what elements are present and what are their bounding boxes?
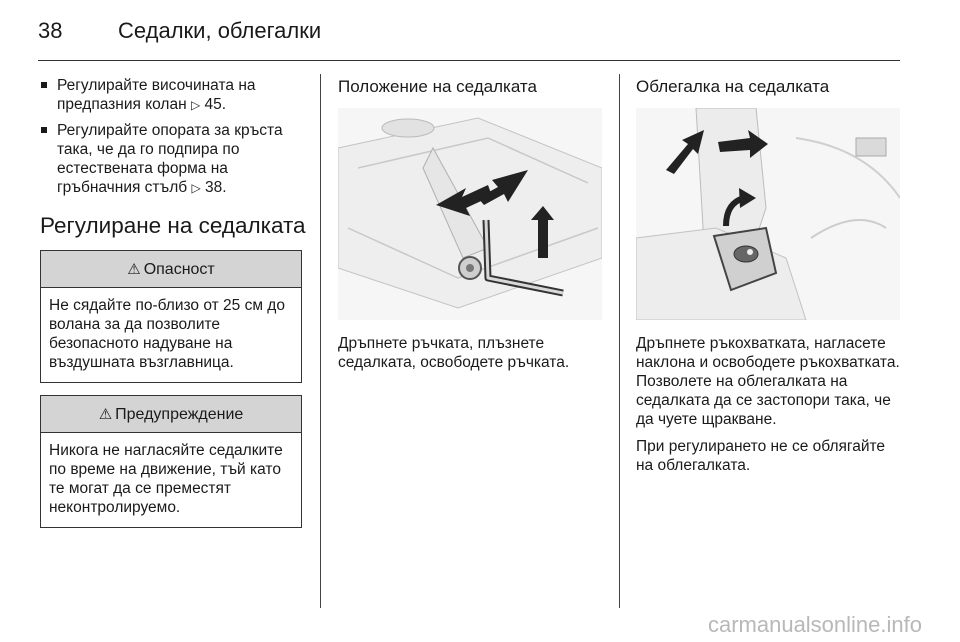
seatback-text-1: Дръпнете ръкохватката, нагласете наклона и освободете ръкохватката. Позволете на облегалката на седалката да се застопори така, че да чуете щракване. — [636, 335, 900, 428]
header-rule — [38, 60, 900, 61]
seat-position-title: Положение на седалката — [338, 77, 537, 96]
warning-title: Предупреждение — [115, 405, 244, 423]
warning-box — [40, 395, 302, 528]
warning-icon: ⚠ — [127, 260, 141, 278]
bullet-text: Регулирайте височината на предпазния колан — [57, 77, 256, 113]
column-divider-2 — [619, 74, 620, 608]
section-title: Регулиране на седалката — [40, 213, 306, 238]
warning-header — [41, 396, 301, 433]
bullet-list — [40, 76, 302, 198]
watermark: carmanualsonline.info — [707, 612, 922, 637]
danger-title: Опасност — [143, 260, 215, 278]
page-ref-icon: ▷ — [191, 181, 201, 195]
header-title: Седалки, облегалки — [118, 18, 322, 43]
column-left — [40, 76, 306, 540]
warning-icon: ⚠ — [98, 405, 113, 423]
danger-text: Не сядайте по-близо от 25 см до волана за да позволите безопасното надуване на въздушната възглавница. — [49, 297, 285, 371]
page-ref-icon: ▷ — [190, 98, 201, 112]
page-number: 38 — [38, 18, 63, 43]
page-ref: 45. — [204, 96, 227, 113]
column-right — [636, 76, 904, 483]
bullet-text: Регулирайте опората за кръста така, че да го подпира по естествената форма на гръбначния стълб — [57, 122, 283, 196]
danger-header — [41, 251, 301, 288]
column-middle — [338, 76, 604, 380]
bullet-item — [40, 121, 302, 198]
danger-box — [40, 250, 302, 383]
warning-text: Никога не нагласяйте седалките по време на движение, тъй като те могат да се преместят неконтролируемо. — [49, 442, 283, 516]
seat-lever-illustration — [338, 108, 602, 320]
page-ref: 38. — [205, 179, 227, 196]
seatback-title: Облегалка на седалката — [636, 77, 830, 96]
seatback-text-2: При регулирането не се облягайте на облегалката. — [636, 438, 886, 474]
bullet-item — [40, 76, 302, 115]
seatback-lever-illustration — [636, 108, 900, 320]
column-divider-1 — [320, 74, 321, 608]
seat-position-text: Дръпнете ръчката, плъзнете седалката, освободете ръчката. — [338, 335, 570, 371]
